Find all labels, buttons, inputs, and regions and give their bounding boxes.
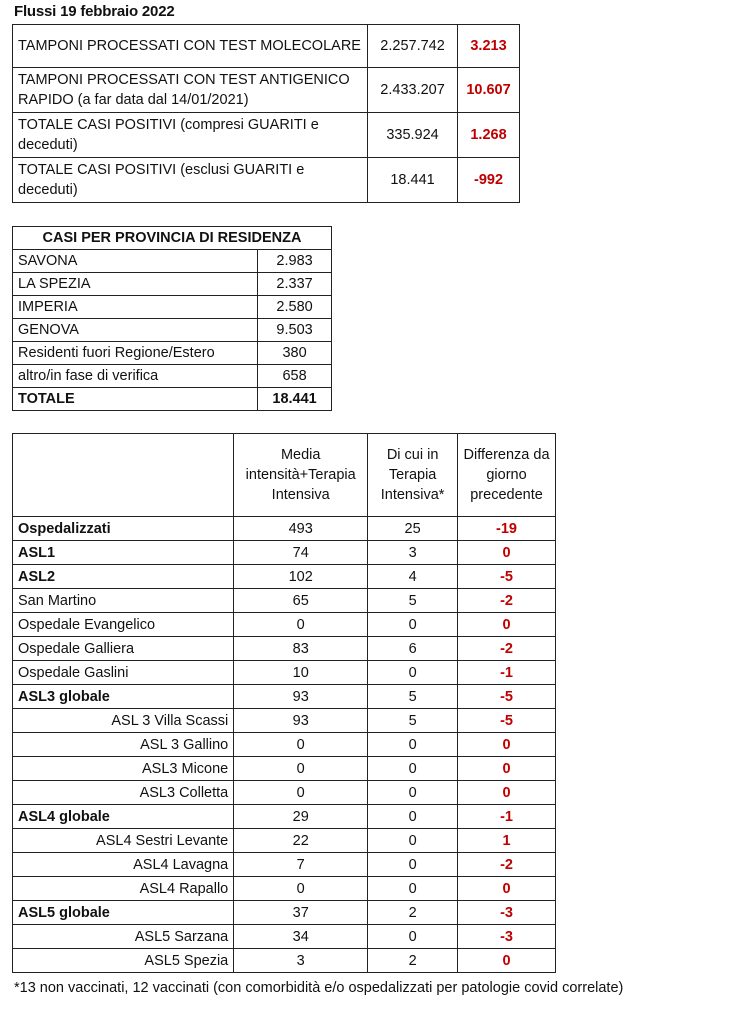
hospital-label: ASL3 Colletta: [13, 781, 234, 805]
hospital-table: [12, 433, 556, 973]
hospital-ti: 4: [368, 565, 458, 589]
hospital-media: 93: [234, 709, 368, 733]
hospital-row: [13, 541, 556, 565]
hospital-header-media: Media intensità+Terapia Intensiva: [234, 434, 368, 517]
hospital-row: [13, 829, 556, 853]
province-total-value: 18.441: [258, 388, 332, 411]
hospital-row: [13, 853, 556, 877]
hospital-label: San Martino: [13, 589, 234, 613]
province-total-row: [13, 388, 332, 411]
hospital-label: ASL4 globale: [13, 805, 234, 829]
hospital-ti: 0: [368, 733, 458, 757]
province-label: IMPERIA: [13, 296, 258, 319]
hospital-diff: 0: [458, 613, 556, 637]
summary-delta: 10.607: [458, 68, 520, 113]
hospital-label: ASL4 Lavagna: [13, 853, 234, 877]
hospital-label: ASL5 Sarzana: [13, 925, 234, 949]
province-value: 2.580: [258, 296, 332, 319]
hospital-row: [13, 661, 556, 685]
hospital-diff: 0: [458, 757, 556, 781]
hospital-row: [13, 805, 556, 829]
province-value: 380: [258, 342, 332, 365]
hospital-media: 102: [234, 565, 368, 589]
hospital-row: [13, 613, 556, 637]
hospital-media: 7: [234, 853, 368, 877]
hospital-row: [13, 589, 556, 613]
province-value: 2.983: [258, 250, 332, 273]
hospital-diff: 0: [458, 877, 556, 901]
hospital-row: [13, 709, 556, 733]
hospital-media: 0: [234, 781, 368, 805]
province-value: 658: [258, 365, 332, 388]
province-table: [12, 226, 332, 411]
province-header-row: [13, 227, 332, 250]
hospital-ti: 0: [368, 613, 458, 637]
hospital-diff: 0: [458, 541, 556, 565]
province-row: [13, 365, 332, 388]
province-row: [13, 250, 332, 273]
summary-table: [12, 24, 520, 203]
hospital-media: 0: [234, 877, 368, 901]
hospital-diff: 1: [458, 829, 556, 853]
province-row: [13, 319, 332, 342]
hospital-ti: 2: [368, 949, 458, 973]
province-label: SAVONA: [13, 250, 258, 273]
hospital-label: ASL1: [13, 541, 234, 565]
hospital-diff: -5: [458, 709, 556, 733]
hospital-media: 0: [234, 757, 368, 781]
page-title: Flussi 19 febbraio 2022: [14, 3, 175, 20]
summary-total: 18.441: [368, 158, 458, 203]
hospital-media: 493: [234, 517, 368, 541]
hospital-label: Ospedale Gaslini: [13, 661, 234, 685]
hospital-label: ASL4 Rapallo: [13, 877, 234, 901]
hospital-ti: 5: [368, 709, 458, 733]
hospital-ti: 6: [368, 637, 458, 661]
hospital-label: ASL3 Micone: [13, 757, 234, 781]
hospital-label: ASL 3 Villa Scassi: [13, 709, 234, 733]
hospital-row: [13, 757, 556, 781]
hospital-row: [13, 565, 556, 589]
hospital-ti: 0: [368, 781, 458, 805]
hospital-diff: -1: [458, 661, 556, 685]
hospital-ti: 0: [368, 853, 458, 877]
hospital-ti: 0: [368, 757, 458, 781]
hospital-diff: -2: [458, 853, 556, 877]
summary-row: [13, 158, 520, 203]
summary-total: 2.433.207: [368, 68, 458, 113]
province-row: [13, 273, 332, 296]
hospital-row: [13, 877, 556, 901]
province-value: 9.503: [258, 319, 332, 342]
hospital-row: [13, 949, 556, 973]
summary-label: TOTALE CASI POSITIVI (esclusi GUARITI e deceduti): [13, 158, 368, 203]
hospital-ti: 5: [368, 589, 458, 613]
hospital-label: ASL2: [13, 565, 234, 589]
hospital-ti: 0: [368, 925, 458, 949]
hospital-media: 93: [234, 685, 368, 709]
hospital-diff: 0: [458, 949, 556, 973]
summary-total: 2.257.742: [368, 25, 458, 68]
hospital-diff: -3: [458, 925, 556, 949]
province-label: altro/in fase di verifica: [13, 365, 258, 388]
hospital-diff: -1: [458, 805, 556, 829]
hospital-media: 83: [234, 637, 368, 661]
hospital-diff: -19: [458, 517, 556, 541]
hospital-header-diff: Differenza da giorno precedente: [458, 434, 556, 517]
hospital-row: [13, 517, 556, 541]
hospital-label: ASL4 Sestri Levante: [13, 829, 234, 853]
hospital-media: 0: [234, 613, 368, 637]
hospital-diff: -3: [458, 901, 556, 925]
hospital-header-ti: Di cui in Terapia Intensiva*: [368, 434, 458, 517]
hospital-diff: 0: [458, 781, 556, 805]
hospital-label: Ospedale Evangelico: [13, 613, 234, 637]
summary-total: 335.924: [368, 113, 458, 158]
hospital-row: [13, 637, 556, 661]
hospital-ti: 5: [368, 685, 458, 709]
hospital-media: 65: [234, 589, 368, 613]
hospital-row: [13, 733, 556, 757]
province-row: [13, 342, 332, 365]
province-value: 2.337: [258, 273, 332, 296]
province-total-label: TOTALE: [13, 388, 258, 411]
hospital-label: ASL5 globale: [13, 901, 234, 925]
hospital-media: 29: [234, 805, 368, 829]
province-table-header: CASI PER PROVINCIA DI RESIDENZA: [13, 227, 332, 250]
hospital-media: 34: [234, 925, 368, 949]
hospital-row: [13, 781, 556, 805]
hospital-row: [13, 925, 556, 949]
hospital-diff: 0: [458, 733, 556, 757]
hospital-media: 0: [234, 733, 368, 757]
province-label: GENOVA: [13, 319, 258, 342]
hospital-diff: -2: [458, 589, 556, 613]
summary-label: TAMPONI PROCESSATI CON TEST ANTIGENICO RAPIDO (a far data dal 14/01/2021): [13, 68, 368, 113]
hospital-media: 37: [234, 901, 368, 925]
hospital-media: 3: [234, 949, 368, 973]
footnote: *13 non vaccinati, 12 vaccinati (con comorbidità e/o ospedalizzati per patologie covid correlate): [14, 980, 624, 996]
hospital-label: Ospedale Galliera: [13, 637, 234, 661]
hospital-ti: 0: [368, 829, 458, 853]
hospital-header-empty: [13, 434, 234, 517]
hospital-media: 10: [234, 661, 368, 685]
hospital-label: ASL5 Spezia: [13, 949, 234, 973]
province-label: LA SPEZIA: [13, 273, 258, 296]
hospital-ti: 0: [368, 661, 458, 685]
hospital-diff: -5: [458, 685, 556, 709]
hospital-label: ASL 3 Gallino: [13, 733, 234, 757]
province-label: Residenti fuori Regione/Estero: [13, 342, 258, 365]
summary-delta: -992: [458, 158, 520, 203]
summary-delta: 1.268: [458, 113, 520, 158]
hospital-diff: -2: [458, 637, 556, 661]
hospital-media: 74: [234, 541, 368, 565]
hospital-diff: -5: [458, 565, 556, 589]
hospital-row: [13, 901, 556, 925]
summary-row: [13, 25, 520, 68]
summary-label: TAMPONI PROCESSATI CON TEST MOLECOLARE: [13, 25, 368, 68]
hospital-ti: 0: [368, 877, 458, 901]
hospital-ti: 0: [368, 805, 458, 829]
hospital-label: ASL3 globale: [13, 685, 234, 709]
hospital-ti: 25: [368, 517, 458, 541]
summary-row: [13, 113, 520, 158]
hospital-ti: 3: [368, 541, 458, 565]
hospital-media: 22: [234, 829, 368, 853]
summary-delta: 3.213: [458, 25, 520, 68]
hospital-ti: 2: [368, 901, 458, 925]
summary-row: [13, 68, 520, 113]
hospital-row: [13, 685, 556, 709]
hospital-label: Ospedalizzati: [13, 517, 234, 541]
hospital-header-row: [13, 434, 556, 517]
summary-label: TOTALE CASI POSITIVI (compresi GUARITI e deceduti): [13, 113, 368, 158]
province-row: [13, 296, 332, 319]
